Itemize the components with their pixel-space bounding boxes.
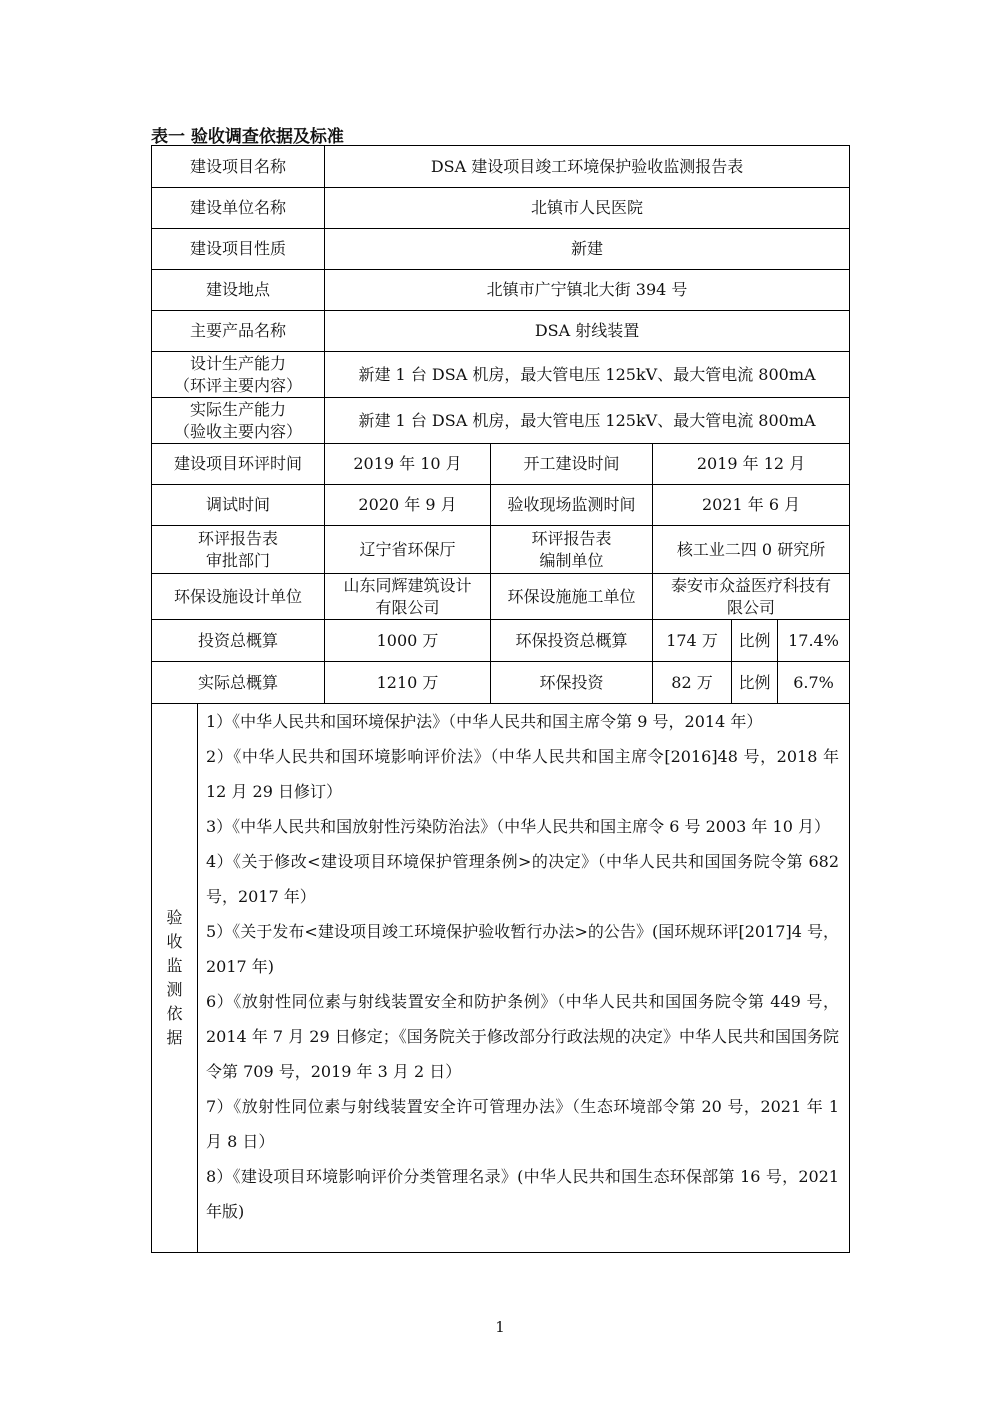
row-location <box>152 270 850 311</box>
design-capacity-label-line2: （环评主要内容） <box>174 375 303 395</box>
unit-name-label: 建设单位名称 <box>152 188 325 229</box>
investment-label: 投资总概算 <box>152 620 325 662</box>
debug-time-value: 2020 年 9 月 <box>325 485 491 526</box>
facility-construction-label: 环保设施施工单位 <box>491 574 653 620</box>
basis-content <box>198 704 850 1253</box>
approval-label <box>152 526 325 574</box>
basis-item: 8）《建设项目环境影响评价分类管理名录》(中华人民共和国生态环保部第 16 号，2021 年版) <box>206 1167 840 1221</box>
row-design-capacity <box>152 352 850 398</box>
actual-investment-value: 1210 万 <box>325 662 491 704</box>
approval-label-line1: 环评报告表 <box>198 528 279 548</box>
product-value: DSA 射线装置 <box>325 311 850 352</box>
facility-construction-value-line2: 限公司 <box>727 597 776 617</box>
product-label: 主要产品名称 <box>152 311 325 352</box>
compiler-label <box>491 526 653 574</box>
actual-capacity-label-line2: （验收主要内容） <box>174 421 303 441</box>
row-investment <box>152 620 850 662</box>
actual-investment-label: 实际总概算 <box>152 662 325 704</box>
facility-construction-value-line1: 泰安市众益医疗科技有 <box>671 575 832 595</box>
basis-item: 5）《关于发布<建设项目竣工环境保护验收暂行办法>的公告》(国环规环评[2017]4 号， 2017 年) <box>206 922 840 976</box>
project-name-label: 建设项目名称 <box>152 146 325 188</box>
env-investment-label: 环保投资总概算 <box>491 620 653 662</box>
nature-label: 建设项目性质 <box>152 229 325 270</box>
project-name-value: DSA 建设项目竣工环境保护验收监测报告表 <box>325 146 850 188</box>
facility-design-value-line1: 山东同辉建筑设计 <box>343 575 472 595</box>
row-actual-capacity <box>152 398 850 444</box>
row-project-name <box>152 146 850 188</box>
row-approval <box>152 526 850 574</box>
debug-time-label: 调试时间 <box>152 485 325 526</box>
basis-item: 7）《放射性同位素与射线装置安全许可管理办法》（生态环境部令第 20 号，2021 年 1 月 8 日） <box>206 1097 840 1151</box>
eia-time-value: 2019 年 10 月 <box>325 444 491 485</box>
row-facility <box>152 574 850 620</box>
basis-item: 3）《中华人民共和国放射性污染防治法》（中华人民共和国主席令 6 号 2003 年 10 月） <box>206 817 830 836</box>
compiler-label-line2: 编制单位 <box>539 550 604 570</box>
location-value: 北镇市广宁镇北大街 394 号 <box>325 270 850 311</box>
basis-list <box>206 704 839 1229</box>
actual-env-investment-value: 82 万 <box>653 662 732 704</box>
acceptance-table <box>151 145 850 1253</box>
row-basis <box>152 704 850 1253</box>
row-product <box>152 311 850 352</box>
design-capacity-label <box>152 352 325 398</box>
row-actual-investment <box>152 662 850 704</box>
compiler-value: 核工业二四 0 研究所 <box>653 526 850 574</box>
start-time-label: 开工建设时间 <box>491 444 653 485</box>
ratio-value: 17.4% <box>778 620 850 662</box>
monitor-time-value: 2021 年 6 月 <box>653 485 850 526</box>
env-investment-value: 174 万 <box>653 620 732 662</box>
ratio-label: 比例 <box>732 620 778 662</box>
compiler-label-line1: 环评报告表 <box>531 528 612 548</box>
actual-capacity-label <box>152 398 325 444</box>
table-heading: 表一 验收调查依据及标准 <box>151 127 344 147</box>
design-capacity-label-line1: 设计生产能力 <box>190 353 287 373</box>
basis-item: 1）《中华人民共和国环境保护法》（中华人民共和国主席令第 9 号，2014 年） <box>206 712 763 731</box>
actual-capacity-label-line1: 实际生产能力 <box>190 399 287 419</box>
actual-env-investment-label: 环保投资 <box>491 662 653 704</box>
investment-value: 1000 万 <box>325 620 491 662</box>
nature-value: 新建 <box>325 229 850 270</box>
approval-label-line2: 审批部门 <box>206 550 271 570</box>
location-label: 建设地点 <box>152 270 325 311</box>
actual-capacity-value: 新建 1 台 DSA 机房，最大管电压 125kV、最大管电流 800mA <box>325 398 850 444</box>
unit-name-value: 北镇市人民医院 <box>325 188 850 229</box>
page-number: 1 <box>495 1318 505 1336</box>
facility-construction-value <box>653 574 850 620</box>
eia-time-label: 建设项目环评时间 <box>152 444 325 485</box>
actual-ratio-value: 6.7% <box>778 662 850 704</box>
approval-value: 辽宁省环保厅 <box>325 526 491 574</box>
facility-design-label: 环保设施设计单位 <box>152 574 325 620</box>
basis-item: 4）《关于修改<建设项目环境保护管理条例>的决定》（中华人民共和国国务院令第 682 号，2017 年） <box>206 852 840 906</box>
basis-label <box>152 704 198 1253</box>
row-unit-name <box>152 188 850 229</box>
start-time-value: 2019 年 12 月 <box>653 444 850 485</box>
basis-item: 6）《放射性同位素与射线装置安全和防护条例》（中华人民共和国国务院令第 449 号，2014 年 7 月 29 日修定；《国务院关于修改部分行政法规的决定》中华人民共和国国务院令第 709 号，2019 年 3 月 2 日） <box>206 992 840 1081</box>
basis-label-text: 验收监测依据 <box>166 908 183 1047</box>
row-debug-time <box>152 485 850 526</box>
basis-item: 2）《中华人民共和国环境影响评价法》（中华人民共和国主席令[2016]48 号，2018 年 12 月 29 日修订） <box>206 747 840 801</box>
facility-design-value-line2: 有限公司 <box>375 597 440 617</box>
actual-ratio-label: 比例 <box>732 662 778 704</box>
facility-design-value <box>325 574 491 620</box>
design-capacity-value: 新建 1 台 DSA 机房，最大管电压 125kV、最大管电流 800mA <box>325 352 850 398</box>
row-eia-time <box>152 444 850 485</box>
monitor-time-label: 验收现场监测时间 <box>491 485 653 526</box>
row-nature <box>152 229 850 270</box>
